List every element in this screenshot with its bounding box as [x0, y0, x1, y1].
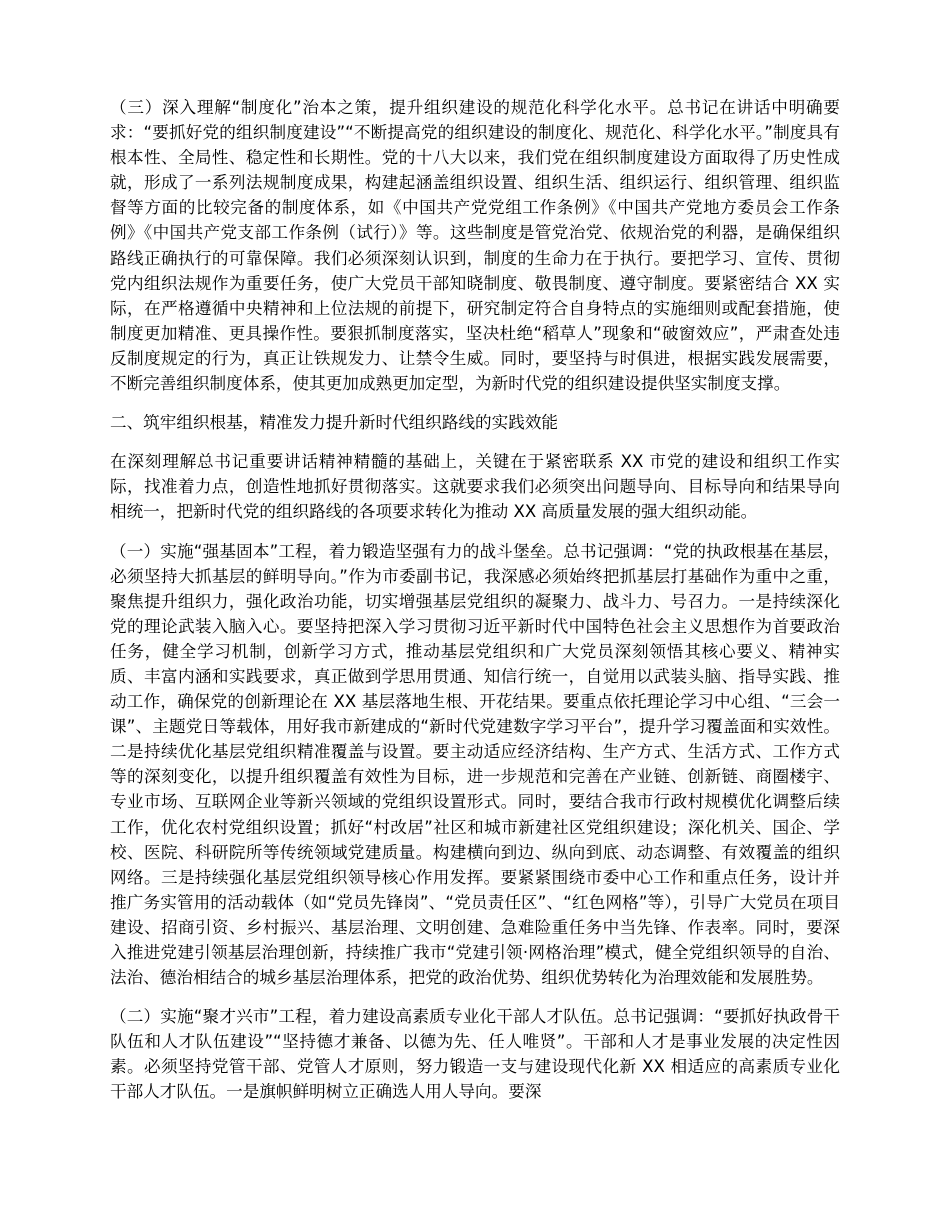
paragraph-institutionalization: （三）深入理解“制度化”治本之策，提升组织建设的规范化科学化水平。总书记在讲话中明确要求：“要抓好党的组织制度建设”“不断提高党的组织建设的制度化、规范化、科学化水平。”制度具有根本性、全局性、稳定性和长期性。党的十八大以来，我们党在组织制度建设方面取得了历史性成就，形成了一系列法规制度成果，构建起涵盖组织设置、组织生活、组织运行、组织管理、组织监督等方面的比较完备的制度体系，如《中国共产党党组工作条例》《中国共产党地方委员会工作条例》《中国共产党支部工作条例（试行）》等。这些制度是管党治党、依规治党的利器，是确保组织路线正确执行的可靠保障。我们必须深刻认识到，制度的生命力在于执行。要把学习、宣传、贯彻党内组织法规作为重要任务，使广大党员干部知晓制度、敬畏制度、遵守制度。要紧密结合 XX 实际，在严格遵循中央精神和上位法规的前提下，研究制定符合自身特点的实施细则或配套措施，使制度更加精准、更具操作性。要狠抓制度落实，坚决杜绝“稻草人”现象和“破窗效应”，严肃查处违反制度规定的行为，真正让铁规发力、让禁令生威。同时，要坚持与时俱进，根据实践发展需要，不断完善组织制度体系，使其更加成熟更加定型，为新时代党的组织建设提供坚实制度支撑。: [110, 98, 840, 394]
paragraph-gather-talent-project: （二）实施“聚才兴市”工程，着力建设高素质专业化干部人才队伍。总书记强调：“要抓好执政骨干队伍和人才队伍建设”“坚持德才兼备、以德为先、任人唯贤”。干部和人才是事业发展的决定性因素。必须坚持党管干部、党管人才原则，努力锻造一支与建设现代化新 XX 相适应的高素质专业化干部人才队伍。一是旗帜鲜明树立正确选人用人导向。要深: [110, 1007, 840, 1102]
section-heading-two: 二、筑牢组织根基，精准发力提升新时代组织路线的实践效能: [110, 413, 559, 433]
document-text-column: [110, 95, 840, 1105]
paragraph-strengthen-foundation-project: （一）实施“强基固本”工程，着力锻造坚强有力的战斗堡垒。总书记强调：“党的执政根基在基层，必须坚持大抓基层的鲜明导向。”作为市委副书记，我深感必须始终把抓基层打基础作为重中之重，聚焦提升组织力，强化政治功能，切实增强基层党组织的凝聚力、战斗力、号召力。一是持续深化党的理论武装入脑入心。要坚持把深入学习贯彻习近平新时代中国特色社会主义思想作为首要政治任务，健全学习机制，创新学习方式，推动基层党组织和广大党员深刻领悟其核心要义、精神实质、丰富内涵和实践要求，真正做到学思用贯通、知信行统一，自觉用以武装头脑、指导实践、推动工作，确保党的创新理论在 XX 基层落地生根、开花结果。要重点依托理论学习中心组、“三会一课”、主题党日等载体，用好我市新建成的“新时代党建数字学习平台”，提升学习覆盖面和实效性。二是持续优化基层党组织精准覆盖与设置。要主动适应经济结构、生产方式、生活方式、工作方式等的深刻变化，以提升组织覆盖有效性为目标，进一步规范和完善在产业链、创新链、商圈楼宇、专业市场、互联网企业等新兴领域的党组织设置形式。同时，要结合我市行政村规模优化调整后续工作，优化农村党组织设置；抓好“村改居”社区和城市新建社区党组织建设；深化机关、国企、学校、医院、科研院所等传统领域党建质量。构建横向到边、纵向到底、动态调整、有效覆盖的组织网络。三是持续强化基层党组织领导核心作用发挥。要紧紧围绕市委中心工作和重点任务，设计并推广务实管用的活动载体（如“党员先锋岗”、“党员责任区”、“红色网格”等），引导广大党员在项目建设、招商引资、乡村振兴、基层治理、文明创建、急难险重任务中当先锋、作表率。同时，要深入推进党建引领基层治理创新，持续推广我市“党建引领·网格治理”模式，健全党组织领导的自治、法治、德治相结合的城乡基层治理体系，把党的政治优势、组织优势转化为治理效能和发展胜势。: [110, 541, 840, 988]
paragraph-practice-effectiveness-intro: 在深刻理解总书记重要讲话精神精髓的基础上，关键在于紧密联系 XX 市党的建设和组织工作实际，找准着力点，创造性地抓好贯彻落实。这就要求我们必须突出问题导向、目标导向和结果导向相统一，把新时代党的组织路线的各项要求转化为推动 XX 高质量发展的强大组织动能。: [110, 452, 840, 522]
